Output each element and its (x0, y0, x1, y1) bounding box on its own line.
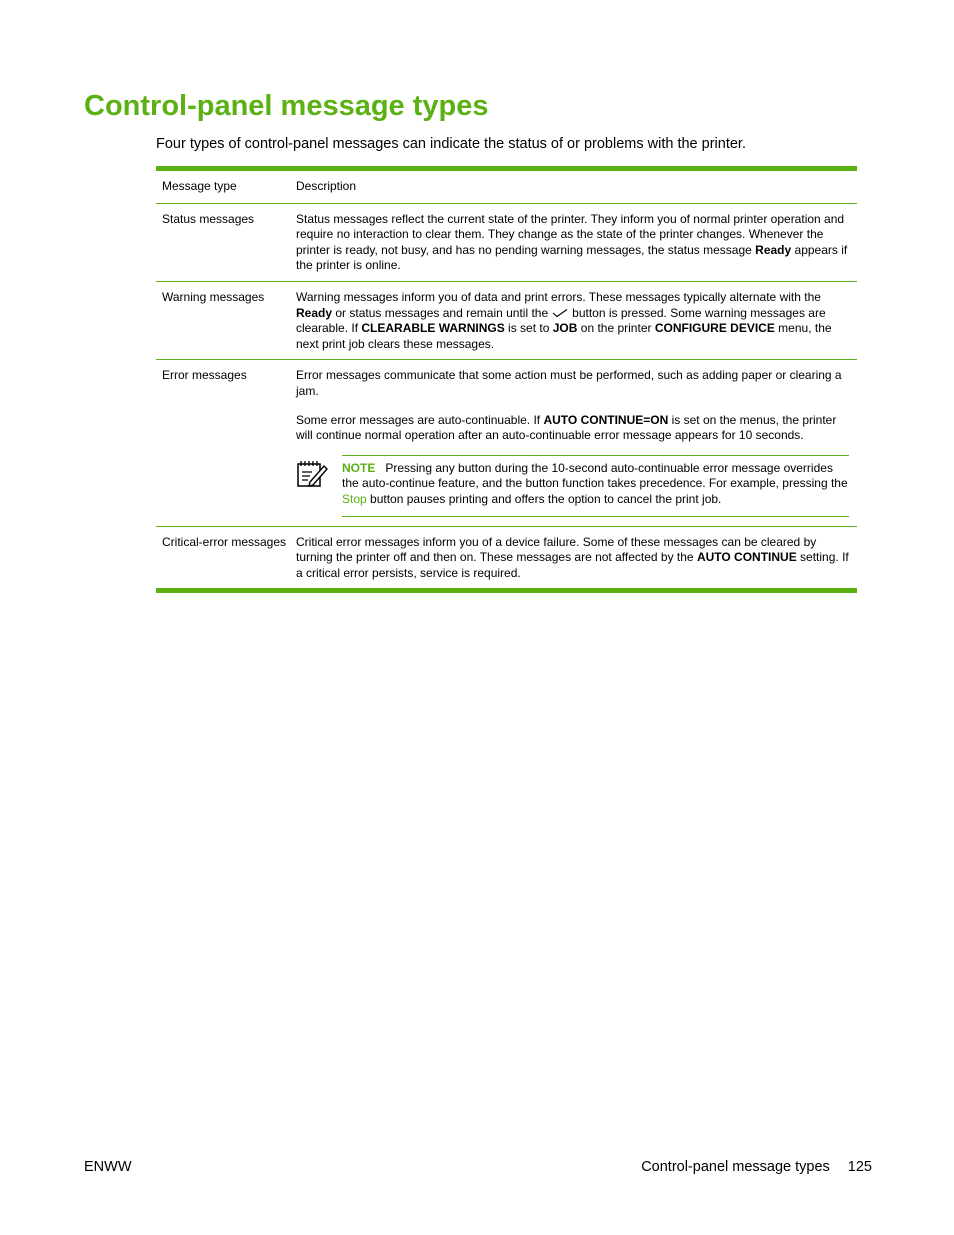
checkmark-icon (551, 308, 569, 318)
bold-ready: Ready (296, 305, 333, 320)
message-types-table (156, 166, 857, 593)
page-title: Control-panel message types (84, 90, 489, 122)
cell-description-critical (296, 535, 857, 582)
text: Pressing any button during the 10-second auto-continuable error message overrides the auto-continue feature, and the button function takes precedence. For example, pressing the (342, 460, 848, 491)
bold-auto-continue: AUTO CONTINUE (696, 550, 797, 565)
note-box (296, 455, 849, 517)
note-label: NOTE (342, 460, 376, 475)
cell-description-status (296, 212, 857, 274)
table-row-error (156, 360, 857, 526)
text: is set on the menus, the printer will continue normal operation after an auto-continuable error message appears for 10 seconds. (296, 412, 837, 443)
text: is set to (504, 321, 553, 336)
cell-type-status: Status messages (162, 211, 255, 226)
table-row-status (156, 204, 857, 282)
table-row-critical (156, 527, 857, 589)
bold-auto-continue-on: AUTO CONTINUE=ON (543, 412, 669, 427)
footer-section (641, 1157, 872, 1177)
text: Warning messages inform you of data and print errors. These messages typically alternate with the (296, 289, 821, 304)
cell-description-warning (296, 290, 857, 352)
column-header-message-type: Message type (162, 179, 237, 193)
text: Status messages reflect the current state of the printer. They inform you of normal printer operation and require no interaction to clear them. They change as the state of the printer changes. Whenever the printer is ready, not busy, and has no pending warning messages, the status message (296, 211, 845, 257)
text: button is pressed. Some warning messages are clearable. If (296, 305, 826, 336)
cell-type-critical: Critical-error messages (162, 534, 287, 549)
intro-paragraph: Four types of control-panel messages can indicate the status of or problems with the printer. (156, 136, 746, 152)
note-text (342, 455, 849, 517)
bold-job: JOB (552, 321, 578, 336)
bold-configure-device: CONFIGURE DEVICE (654, 321, 775, 336)
text: setting. If a critical error persists, service is required. (296, 550, 849, 580)
cell-type-error: Error messages (162, 368, 247, 383)
error-paragraph-1: Error messages communicate that some action must be performed, such as adding paper or clearing a jam. (296, 368, 842, 398)
table-header-row (156, 171, 857, 204)
text: button pauses printing and offers the option to cancel the print job. (366, 491, 722, 506)
footer-enww: ENWW (84, 1159, 132, 1175)
text: Some error messages are auto-continuable. If (296, 412, 544, 427)
text: or status messages and remain until the (332, 305, 549, 320)
bold-clearable-warnings: CLEARABLE WARNINGS (361, 321, 505, 336)
text: Critical error messages inform you of a device failure. Some of these messages can be cleared by turning the printer off and then on. These messages are not affected by the (296, 534, 817, 565)
note-pad-icon (296, 455, 342, 517)
bold-ready: Ready (755, 242, 792, 257)
column-header-description: Description (296, 179, 357, 193)
text: on the printer (577, 321, 655, 336)
cell-description-error (296, 368, 857, 518)
footer-section-title: Control-panel message types (641, 1159, 830, 1175)
table-row-warning (156, 282, 857, 360)
cell-type-warning: Warning messages (162, 289, 265, 304)
text: menu, the next print job clears these messages. (296, 321, 832, 351)
stop-button-reference: Stop (342, 491, 367, 506)
text: appears if the printer is online. (296, 242, 848, 273)
page-number: 125 (847, 1159, 872, 1175)
